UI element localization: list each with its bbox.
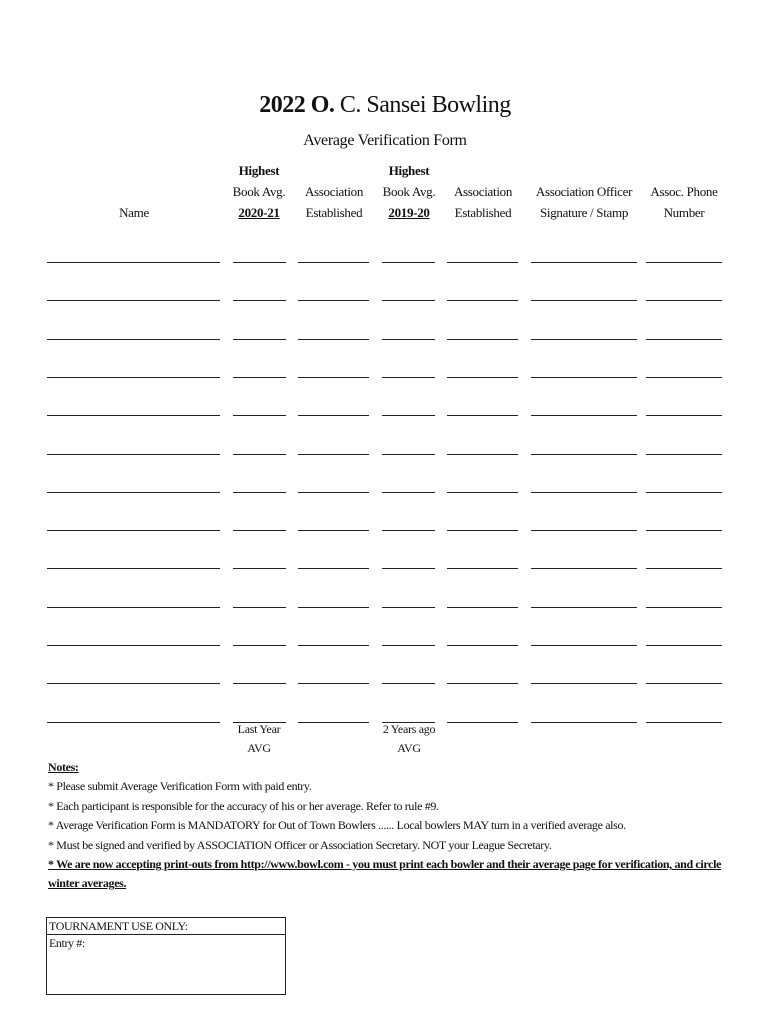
entry-line-officer-signature[interactable] — [531, 530, 637, 531]
note-item: * Each participant is responsible for the accuracy of his or her average. Refer to rule #9. — [48, 798, 439, 813]
entry-line-name[interactable] — [47, 722, 220, 723]
entry-line-officer-signature[interactable] — [531, 722, 637, 723]
entry-line-officer-signature[interactable] — [531, 607, 637, 608]
entry-line-association-2[interactable] — [447, 722, 518, 723]
entry-line-phone[interactable] — [646, 492, 722, 493]
entry-line-association-2[interactable] — [447, 530, 518, 531]
entry-line-avg-2020-21[interactable] — [233, 645, 286, 646]
entry-line-association-2[interactable] — [447, 645, 518, 646]
form-title: 2022 O. C. Sansei Bowling — [259, 92, 511, 118]
entry-line-avg-2019-20[interactable] — [382, 530, 435, 531]
entry-line-name[interactable] — [47, 645, 220, 646]
notes-section — [48, 758, 748, 894]
footer-last-year-avg: Last Year AVG — [237, 722, 281, 755]
entry-line-avg-2020-21[interactable] — [233, 415, 286, 416]
entry-line-name[interactable] — [47, 492, 220, 493]
entry-line-association-2[interactable] — [447, 492, 518, 493]
entry-line-avg-2019-20[interactable] — [382, 645, 435, 646]
entry-line-phone[interactable] — [646, 607, 722, 608]
entry-line-association-1[interactable] — [298, 262, 369, 263]
entry-line-association-1[interactable] — [298, 568, 369, 569]
entry-line-association-2[interactable] — [447, 683, 518, 684]
entry-line-officer-signature[interactable] — [531, 454, 637, 455]
entry-line-officer-signature[interactable] — [531, 492, 637, 493]
entry-line-association-1[interactable] — [298, 377, 369, 378]
entry-line-association-2[interactable] — [447, 454, 518, 455]
note-item: * We are now accepting print-outs from http://www.bowl.com - you must print each bowler and their average page for verification, and circle winter averages. — [48, 857, 722, 891]
entry-line-association-1[interactable] — [298, 300, 369, 301]
entry-line-avg-2020-21[interactable] — [233, 262, 286, 263]
entry-line-phone[interactable] — [646, 415, 722, 416]
entry-line-officer-signature[interactable] — [531, 339, 637, 340]
entry-line-phone[interactable] — [646, 530, 722, 531]
entry-line-association-1[interactable] — [298, 722, 369, 723]
entry-line-phone[interactable] — [646, 568, 722, 569]
entry-line-avg-2020-21[interactable] — [233, 607, 286, 608]
entry-line-avg-2020-21[interactable] — [233, 377, 286, 378]
entry-line-phone[interactable] — [646, 377, 722, 378]
note-item: * Must be signed and verified by ASSOCIATION Officer or Association Secretary. NOT your League Secretary. — [48, 837, 552, 852]
entry-line-association-2[interactable] — [447, 607, 518, 608]
entry-line-phone[interactable] — [646, 722, 722, 723]
entry-line-association-1[interactable] — [298, 530, 369, 531]
entry-line-avg-2020-21[interactable] — [233, 568, 286, 569]
entry-line-association-1[interactable] — [298, 492, 369, 493]
entry-line-name[interactable] — [47, 454, 220, 455]
entry-line-name[interactable] — [47, 607, 220, 608]
entry-line-phone[interactable] — [646, 262, 722, 263]
entry-number-field[interactable]: Entry #: — [49, 936, 85, 950]
form-subtitle: Average Verification Form — [303, 132, 467, 149]
entry-line-association-2[interactable] — [447, 568, 518, 569]
entry-line-name[interactable] — [47, 415, 220, 416]
entry-line-avg-2019-20[interactable] — [382, 339, 435, 340]
entry-line-name[interactable] — [47, 377, 220, 378]
entry-line-association-1[interactable] — [298, 645, 369, 646]
entry-line-association-1[interactable] — [298, 454, 369, 455]
tournament-use-box — [46, 917, 286, 995]
entry-line-phone[interactable] — [646, 683, 722, 684]
entry-line-phone[interactable] — [646, 339, 722, 340]
entry-line-avg-2019-20[interactable] — [382, 607, 435, 608]
entry-line-association-2[interactable] — [447, 300, 518, 301]
entry-line-avg-2020-21[interactable] — [233, 339, 286, 340]
entry-line-avg-2019-20[interactable] — [382, 377, 435, 378]
entry-line-avg-2019-20[interactable] — [382, 492, 435, 493]
header-assoc-phone: Assoc. Phone Number — [650, 184, 718, 220]
entry-line-officer-signature[interactable] — [531, 415, 637, 416]
entry-line-association-1[interactable] — [298, 415, 369, 416]
entry-line-officer-signature[interactable] — [531, 377, 637, 378]
entry-line-phone[interactable] — [646, 454, 722, 455]
entry-line-avg-2020-21[interactable] — [233, 683, 286, 684]
entry-line-name[interactable] — [47, 568, 220, 569]
entry-line-avg-2019-20[interactable] — [382, 262, 435, 263]
entry-line-phone[interactable] — [646, 645, 722, 646]
header-name: Name — [119, 205, 149, 220]
note-item: * Please submit Average Verification Form with paid entry. — [48, 779, 312, 794]
entry-line-avg-2019-20[interactable] — [382, 415, 435, 416]
entry-line-officer-signature[interactable] — [531, 568, 637, 569]
entry-line-phone[interactable] — [646, 300, 722, 301]
entry-line-association-2[interactable] — [447, 339, 518, 340]
entry-line-association-2[interactable] — [447, 377, 518, 378]
entry-line-avg-2019-20[interactable] — [382, 300, 435, 301]
header-association-established-1: Association Established — [304, 184, 364, 220]
entry-line-avg-2020-21[interactable] — [233, 530, 286, 531]
entry-line-officer-signature[interactable] — [531, 300, 637, 301]
entry-line-association-2[interactable] — [447, 262, 518, 263]
entry-line-avg-2019-20[interactable] — [382, 568, 435, 569]
entry-line-name[interactable] — [47, 530, 220, 531]
header-highest-avg-2019-20: Highest Book Avg. 2019-20 — [382, 163, 436, 220]
entry-line-name[interactable] — [47, 683, 220, 684]
entry-line-association-1[interactable] — [298, 339, 369, 340]
entry-line-association-1[interactable] — [298, 607, 369, 608]
entry-line-avg-2019-20[interactable] — [382, 683, 435, 684]
header-highest-avg-2020-21: Highest Book Avg. 2020-21 — [232, 163, 286, 220]
entry-line-officer-signature[interactable] — [531, 262, 637, 263]
entry-line-avg-2020-21[interactable] — [233, 454, 286, 455]
entry-line-officer-signature[interactable] — [531, 683, 637, 684]
entry-line-avg-2020-21[interactable] — [233, 300, 286, 301]
tournament-use-title: TOURNAMENT USE ONLY: — [47, 918, 285, 935]
entry-line-name[interactable] — [47, 262, 220, 263]
entry-line-avg-2019-20[interactable] — [382, 454, 435, 455]
header-association-established-2: Association Established — [453, 184, 513, 220]
entry-line-avg-2020-21[interactable] — [233, 492, 286, 493]
header-association-officer: Association Officer Signature / Stamp — [535, 184, 633, 220]
entry-line-name[interactable] — [47, 339, 220, 340]
entry-line-association-2[interactable] — [447, 415, 518, 416]
entry-line-name[interactable] — [47, 300, 220, 301]
footer-two-years-ago-avg: 2 Years ago AVG — [382, 722, 436, 755]
entry-line-officer-signature[interactable] — [531, 645, 637, 646]
notes-heading: Notes: — [48, 760, 79, 774]
note-item: * Average Verification Form is MANDATORY for Out of Town Bowlers ...... Local bowlers MAY turn in a verified average also. — [48, 818, 626, 833]
entry-line-association-1[interactable] — [298, 683, 369, 684]
